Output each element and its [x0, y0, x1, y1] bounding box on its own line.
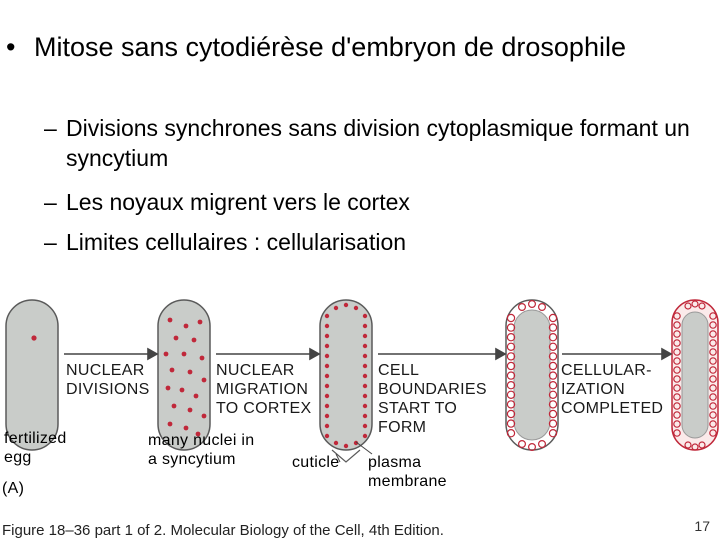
- main-bullet: [6, 30, 646, 65]
- nucleus-dot: [363, 424, 367, 428]
- nucleus-dot: [325, 374, 329, 378]
- dash-marker: –: [44, 115, 57, 141]
- embryo-figure: [0, 292, 720, 502]
- label-cuticle: [292, 454, 339, 473]
- step-label-nuclear-migration: [216, 362, 311, 419]
- nucleus-dot: [325, 394, 329, 398]
- nucleus-dot: [325, 364, 329, 368]
- step-line: START TO: [378, 399, 458, 417]
- step-line: COMPLETED: [561, 399, 664, 417]
- nucleus-dot: [194, 394, 199, 399]
- dash-marker: –: [44, 229, 57, 255]
- nucleus-dot: [344, 303, 348, 307]
- step-line: DIVISIONS: [66, 380, 150, 398]
- step-line: NUCLEAR: [216, 362, 295, 379]
- bullet-marker: •: [6, 32, 16, 62]
- nucleus-dot: [200, 356, 205, 361]
- label-fertilized-egg: [4, 430, 67, 468]
- step-line: FORM: [378, 418, 427, 436]
- nucleus-dot: [166, 386, 171, 391]
- figure-caption: Figure 18–36 part 1 of 2. Molecular Biology of the Cell, 4th Edition.: [2, 522, 444, 539]
- step-line: CELL: [378, 362, 420, 379]
- nucleus-dot: [164, 352, 169, 357]
- nucleus-dot: [202, 414, 207, 419]
- embryo-stage-4: [506, 300, 558, 450]
- step-line: CELLULAR-: [561, 362, 652, 379]
- sub-bullet-1: [44, 114, 704, 174]
- nucleus-dot: [363, 334, 367, 338]
- nucleus-dot: [334, 441, 338, 445]
- step-line: IZATION: [561, 380, 626, 398]
- nucleus-dot: [180, 388, 185, 393]
- nucleus-dot: [325, 434, 329, 438]
- sub-bullet-2: [44, 188, 704, 218]
- nucleus-dot: [182, 352, 187, 357]
- step-line: TO CORTEX: [216, 399, 312, 417]
- nucleus-dot: [363, 434, 367, 438]
- nucleus-dot: [184, 426, 189, 431]
- nucleus-dot: [363, 414, 367, 418]
- embryo-stage-3: [320, 300, 372, 462]
- label-line: (A): [2, 480, 25, 497]
- nucleus-dot: [325, 404, 329, 408]
- embryo-stage-1: [6, 300, 58, 450]
- label-plasma-membrane: [368, 454, 447, 492]
- nucleus-dot: [202, 378, 207, 383]
- nucleus-dot: [354, 306, 358, 310]
- main-bullet-text: Mitose sans cytodiérèse d'embryon de drosophile: [34, 32, 626, 62]
- nucleus-dot: [363, 374, 367, 378]
- label-line: cuticle: [292, 454, 340, 471]
- nucleus-dot: [344, 444, 348, 448]
- step-label-nuclear-divisions: [66, 362, 150, 400]
- nucleus-dot: [363, 344, 367, 348]
- embryo-stage-5: [672, 300, 718, 450]
- nucleus-dot: [325, 354, 329, 358]
- dash-marker: –: [44, 189, 57, 215]
- sub-bullet-text: Limites cellulaires : cellularisation: [66, 229, 407, 255]
- step-label-cell-boundaries: [378, 362, 487, 438]
- nucleus-dot: [325, 334, 329, 338]
- sub-bullet-3: [44, 228, 704, 258]
- embryo-stage-2: [158, 300, 210, 450]
- nucleus-dot: [198, 320, 203, 325]
- label-line: membrane: [368, 472, 447, 490]
- nucleus-dot: [325, 344, 329, 348]
- nucleus-dot: [168, 318, 173, 323]
- nucleus-dot: [363, 324, 367, 328]
- nucleus-dot: [184, 324, 189, 329]
- label-line: egg: [4, 448, 32, 466]
- step-line: MIGRATION: [216, 380, 309, 398]
- label-line: a syncytium: [148, 450, 236, 468]
- nucleus-dot: [363, 394, 367, 398]
- step-line: BOUNDARIES: [378, 380, 487, 398]
- nucleus-dot: [168, 422, 173, 427]
- sub-bullet-text: Divisions synchrones sans division cytoplasmique formant un syncytium: [66, 115, 690, 171]
- nucleus-dot: [188, 370, 193, 375]
- nucleus-dot: [334, 306, 338, 310]
- nucleus-dot: [172, 404, 177, 409]
- nucleus-dot: [325, 324, 329, 328]
- panel-label: [2, 480, 24, 499]
- nucleus-dot: [325, 424, 329, 428]
- nucleus-dot: [188, 408, 193, 413]
- nucleus-dot: [174, 336, 179, 341]
- nucleus-dot: [325, 414, 329, 418]
- nucleus-dot: [363, 364, 367, 368]
- nucleus-dot: [363, 354, 367, 358]
- step-line: NUCLEAR: [66, 362, 145, 379]
- label-line: fertilized: [4, 430, 67, 447]
- label-syncytium: [148, 432, 254, 470]
- nucleus-dot: [363, 384, 367, 388]
- nucleus-dot: [363, 404, 367, 408]
- nucleus-dot: [192, 338, 197, 343]
- nucleus-dot: [325, 384, 329, 388]
- sub-bullet-text: Les noyaux migrent vers le cortex: [66, 189, 410, 215]
- step-label-cellularization: [561, 362, 663, 419]
- page-number: 17: [694, 518, 710, 534]
- label-line: plasma: [368, 454, 422, 471]
- label-line: many nuclei in: [148, 432, 255, 449]
- nucleus-dot: [363, 314, 367, 318]
- nucleus-dot: [170, 368, 175, 373]
- nucleus-dot: [325, 314, 329, 318]
